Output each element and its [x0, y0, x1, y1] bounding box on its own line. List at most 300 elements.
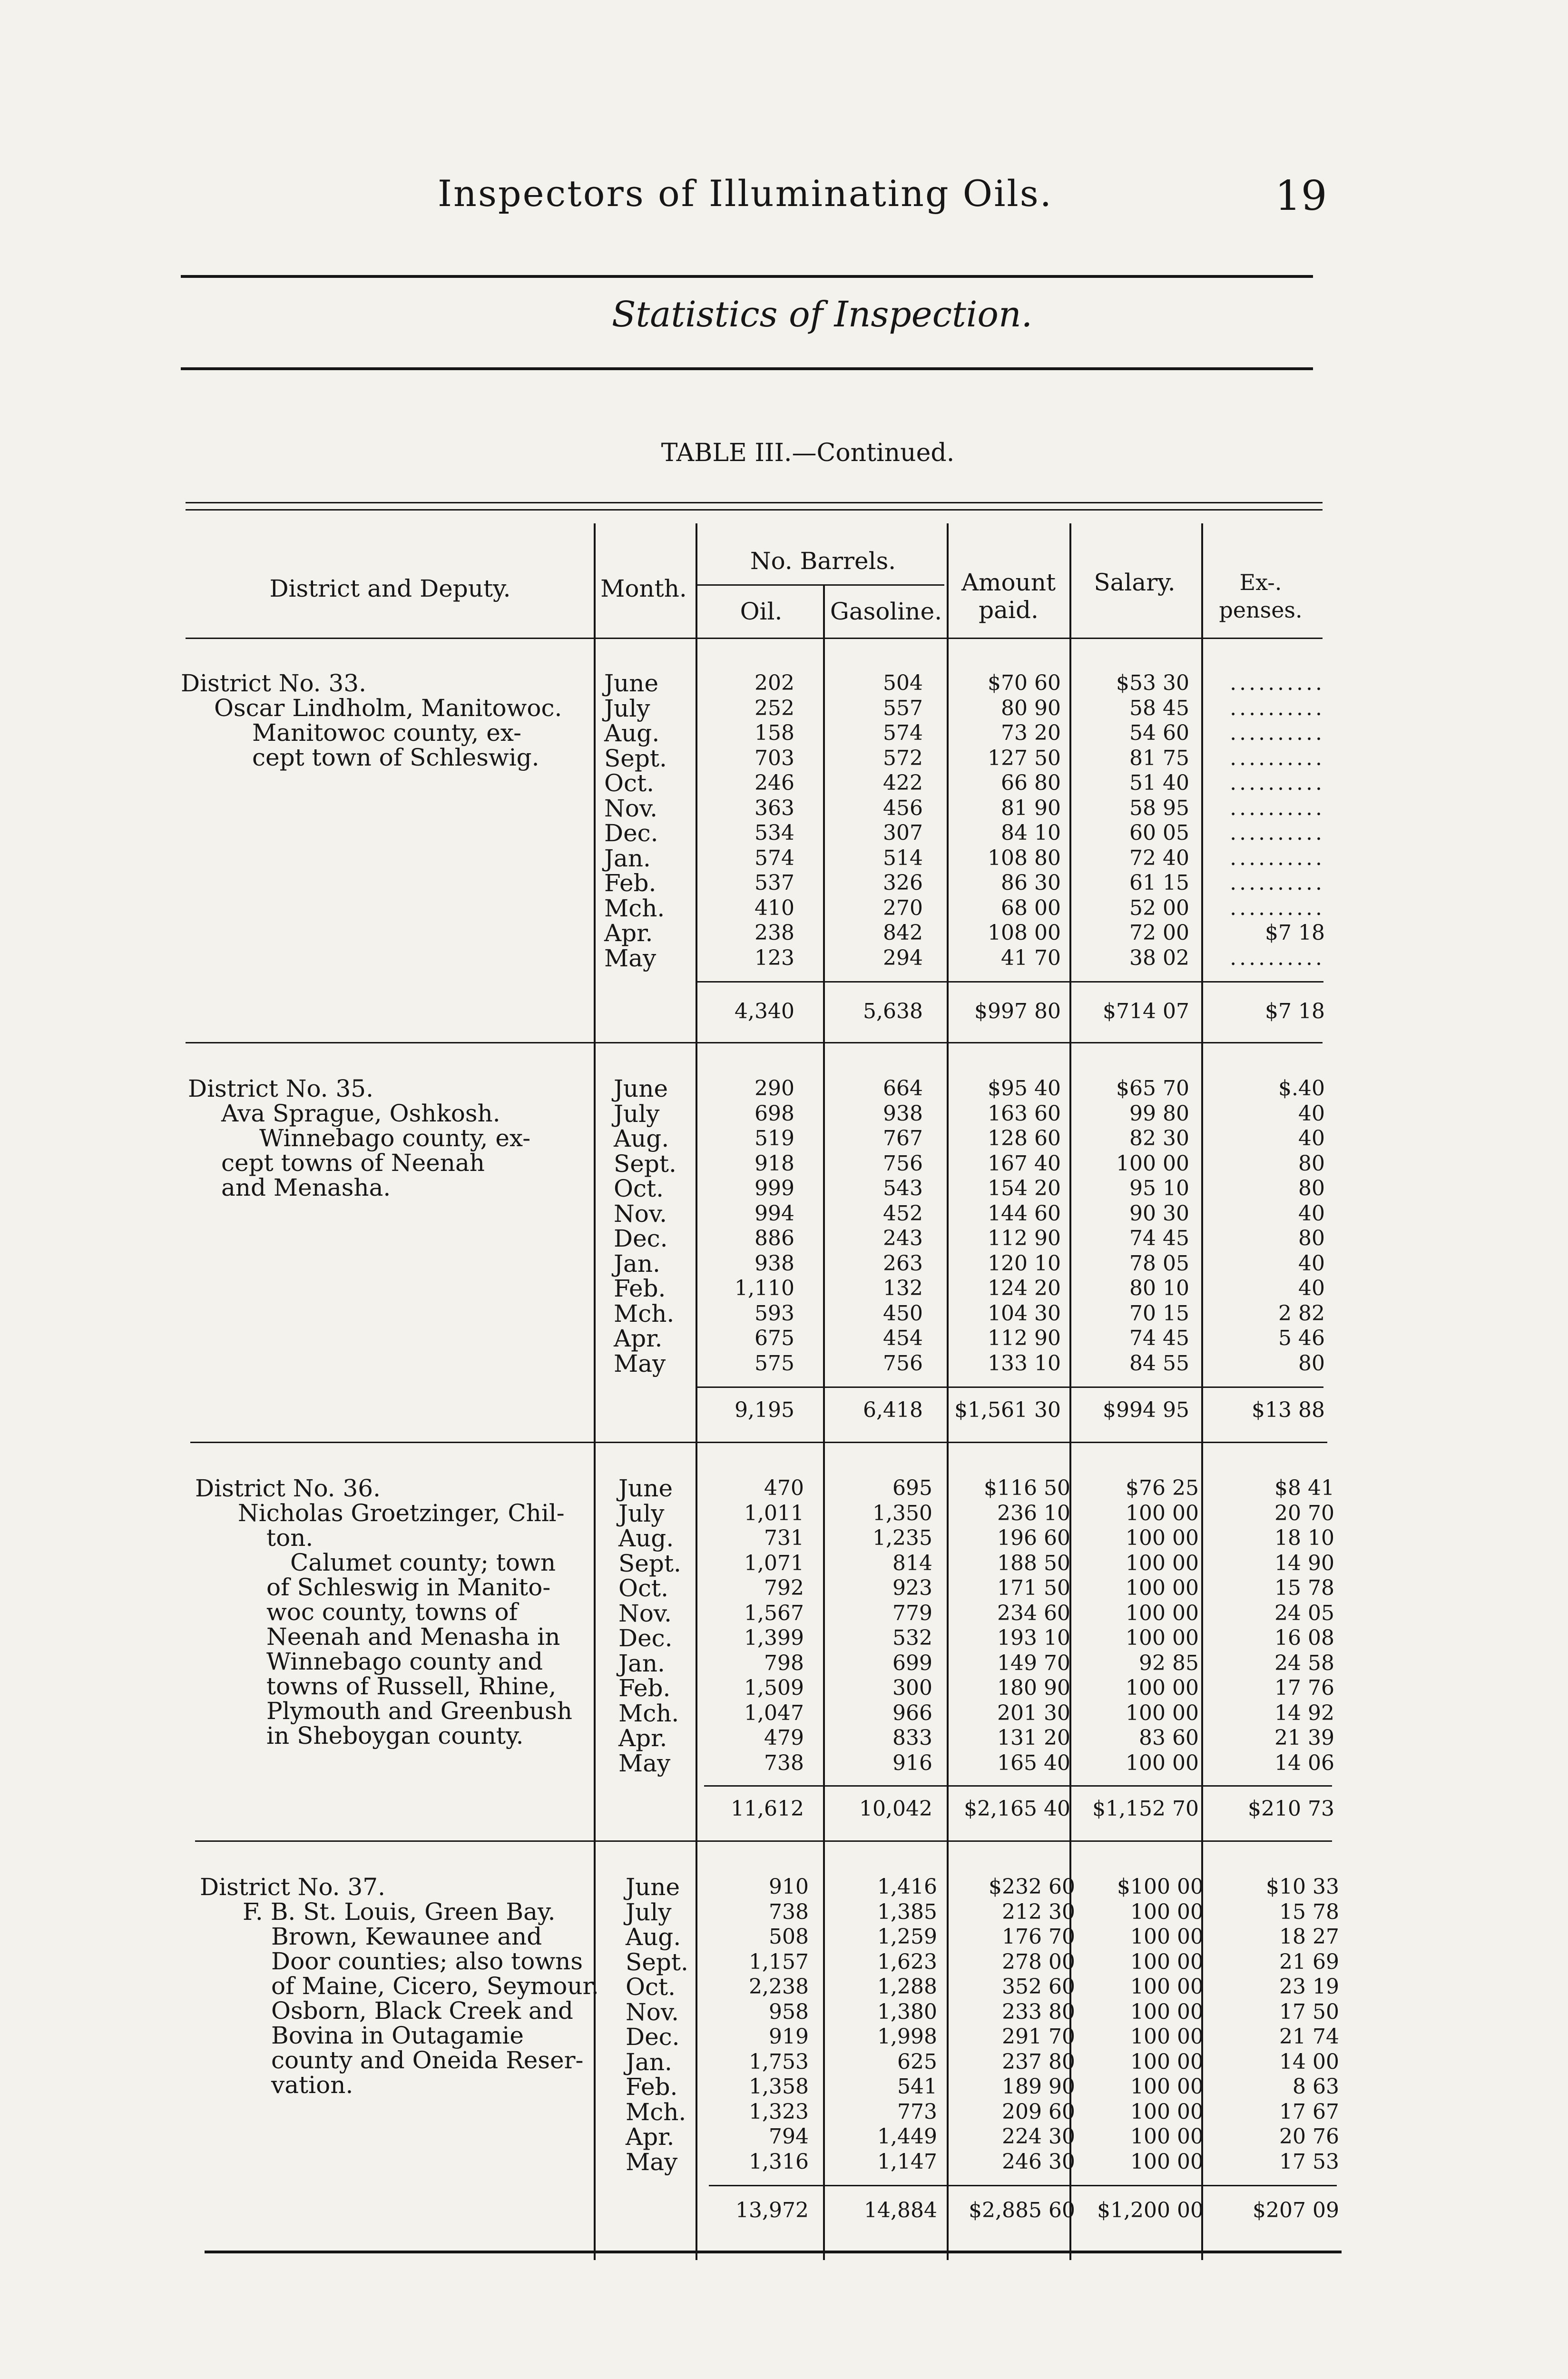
expenses-cell: 2 82 — [1278, 1301, 1325, 1326]
month-cell: Aug. — [604, 719, 660, 747]
month-cell: Apr. — [614, 1325, 663, 1352]
expenses-cell: .......... — [1230, 871, 1325, 895]
oil-cell: 1,509 — [744, 1676, 804, 1700]
salary-cell: 90 30 — [1129, 1201, 1189, 1226]
amount-cell: 133 10 — [988, 1351, 1061, 1376]
district-line: Osborn, Black Creek and — [271, 1997, 573, 2025]
gasoline-cell: 833 — [892, 1726, 932, 1750]
gasoline-cell: 294 — [883, 945, 923, 970]
amount-cell: 112 90 — [988, 1326, 1061, 1350]
gasoline-cell: 664 — [883, 1076, 923, 1101]
oil-cell: 363 — [755, 796, 794, 820]
district-33-total-salary: $714 07 — [1103, 999, 1189, 1023]
district-36-total-expenses: $210 73 — [1248, 1797, 1334, 1821]
salary-cell: 100 00 — [1126, 1701, 1199, 1725]
month-cell: Oct. — [604, 769, 654, 797]
district-line: county and Oneida Reser- — [271, 2046, 584, 2074]
amount-cell: 352 60 — [1002, 1975, 1075, 1999]
gasoline-cell: 1,998 — [877, 2025, 937, 2049]
district-37-total-oil: 13,972 — [735, 2198, 809, 2222]
expenses-cell: 17 53 — [1279, 2149, 1339, 2174]
district-33-label — [181, 671, 590, 770]
district-33-total-oil: 4,340 — [735, 999, 794, 1023]
gasoline-cell: 779 — [892, 1601, 932, 1625]
amount-cell: 278 00 — [1002, 1949, 1075, 1974]
gasoline-cell: 450 — [883, 1301, 923, 1326]
salary-cell: 58 45 — [1129, 696, 1189, 720]
district-33-total-gasoline: 5,638 — [863, 999, 923, 1023]
district-35-total-salary: $994 95 — [1103, 1398, 1189, 1422]
amount-cell: 128 60 — [988, 1126, 1061, 1150]
gasoline-cell: 307 — [883, 821, 923, 845]
oil-cell: 593 — [755, 1301, 794, 1326]
gasoline-cell: 1,288 — [877, 1975, 937, 1999]
month-cell: July — [626, 1898, 672, 1926]
district-line: F. B. St. Louis, Green Bay. — [243, 1898, 556, 1926]
month-cell: Sept. — [626, 1948, 688, 1976]
month-cell: Nov. — [618, 1599, 672, 1627]
oil-cell: 1,753 — [749, 2049, 809, 2074]
month-cell: May — [618, 1749, 671, 1777]
oil-cell: 1,323 — [749, 2099, 809, 2124]
district-37-total-amount: $2,885 60 — [969, 2198, 1075, 2222]
col-head-month: Month. — [600, 575, 687, 602]
district-line: Plymouth and Greenbush — [266, 1697, 572, 1725]
gasoline-cell: 454 — [883, 1326, 923, 1350]
amount-cell: 188 50 — [997, 1551, 1070, 1575]
oil-cell: 1,157 — [749, 1949, 809, 1974]
amount-cell: 171 50 — [997, 1576, 1070, 1600]
month-cell: June — [604, 669, 659, 697]
amount-cell: 86 30 — [1001, 871, 1061, 895]
expenses-cell: 40 — [1298, 1251, 1325, 1276]
district-line: Winnebago county and — [266, 1648, 543, 1675]
oil-cell: 794 — [769, 2124, 809, 2149]
amount-cell: 41 70 — [1001, 945, 1061, 970]
month-cell: Oct. — [618, 1574, 668, 1602]
month-cell: Dec. — [614, 1225, 668, 1252]
amount-cell: 163 60 — [988, 1101, 1061, 1126]
expenses-cell: .......... — [1230, 721, 1325, 745]
district-37-amount — [966, 1875, 1075, 2174]
expenses-cell: 20 76 — [1279, 2124, 1339, 2149]
gasoline-cell: 541 — [897, 2074, 937, 2099]
district-36-total-amount: $2,165 40 — [964, 1797, 1070, 1821]
oil-cell: 252 — [755, 696, 794, 720]
month-cell: July — [604, 694, 650, 722]
oil-cell: 202 — [755, 671, 794, 695]
oil-cell: 698 — [755, 1101, 794, 1126]
salary-cell: 100 00 — [1130, 1925, 1204, 1949]
district-line: in Sheboygan county. — [266, 1722, 524, 1750]
salary-cell: 82 30 — [1129, 1126, 1189, 1150]
expenses-cell: 80 — [1298, 1176, 1325, 1200]
gasoline-cell: 572 — [883, 746, 923, 770]
district-36-gasoline — [837, 1476, 932, 1776]
month-cell: Jan. — [614, 1249, 660, 1278]
district-35-total-rule — [696, 1386, 1323, 1388]
salary-cell: $100 00 — [1117, 1875, 1204, 1899]
amount-cell: 108 80 — [988, 845, 1061, 870]
salary-cell: $76 25 — [1126, 1476, 1199, 1500]
gasoline-cell: 452 — [883, 1201, 923, 1226]
month-cell: Aug. — [626, 1923, 681, 1951]
salary-cell: 72 40 — [1129, 845, 1189, 870]
month-cell: Sept. — [618, 1549, 681, 1577]
month-cell: Feb. — [614, 1275, 666, 1302]
gasoline-cell: 1,385 — [877, 1899, 937, 1924]
expenses-cell: .......... — [1230, 845, 1325, 870]
district-36-expenses — [1215, 1476, 1334, 1776]
district-37-oil — [714, 1875, 809, 2174]
month-cell: Mch. — [618, 1699, 679, 1727]
amount-cell: 236 10 — [997, 1501, 1070, 1525]
salary-cell: 100 00 — [1130, 2025, 1204, 2049]
expenses-cell: .......... — [1230, 746, 1325, 770]
gasoline-cell: 1,380 — [877, 1999, 937, 2024]
salary-cell: 52 00 — [1129, 895, 1189, 920]
salary-cell: 61 15 — [1129, 871, 1189, 895]
expenses-cell: 24 58 — [1274, 1651, 1334, 1675]
amount-cell: 104 30 — [988, 1301, 1061, 1326]
table-bottom-rule — [205, 2251, 1342, 2253]
district-35-total-amount: $1,561 30 — [954, 1398, 1061, 1422]
district-35-salary — [1075, 1076, 1189, 1376]
gasoline-cell: 326 — [883, 871, 923, 895]
month-cell: Mch. — [604, 894, 665, 922]
table-title: TABLE III.—Continued. — [661, 439, 955, 467]
salary-cell: 80 10 — [1129, 1276, 1189, 1300]
district-title: District No. 33. — [181, 669, 366, 697]
oil-cell: 1,110 — [735, 1276, 794, 1300]
oil-cell: 158 — [755, 721, 794, 745]
expenses-cell: .......... — [1230, 771, 1325, 795]
amount-cell: 127 50 — [988, 746, 1061, 770]
amount-cell: 66 80 — [1001, 771, 1061, 795]
month-cell: Nov. — [626, 1998, 679, 2026]
salary-cell: 95 10 — [1129, 1176, 1189, 1200]
gasoline-cell: 695 — [892, 1476, 932, 1500]
district-37-total-rule — [709, 2185, 1337, 2186]
oil-cell: 575 — [755, 1351, 794, 1376]
district-36-total-rule — [704, 1785, 1332, 1787]
table-top-rule-2 — [186, 509, 1323, 511]
expenses-cell: 21 69 — [1279, 1949, 1339, 1974]
district-33-expenses — [1206, 671, 1325, 971]
month-cell: Sept. — [604, 744, 667, 772]
salary-cell: 74 45 — [1129, 1326, 1189, 1350]
gasoline-cell: 699 — [892, 1651, 932, 1675]
salary-cell: 81 75 — [1129, 746, 1189, 770]
col-head-barrels: No. Barrels. — [750, 547, 896, 575]
month-cell: Jan. — [626, 2048, 672, 2076]
oil-cell: 999 — [755, 1176, 794, 1200]
amount-cell: 291 70 — [1002, 2025, 1075, 2049]
salary-cell: 100 00 — [1126, 1501, 1199, 1525]
oil-cell: 675 — [755, 1326, 794, 1350]
amount-cell: 154 20 — [988, 1176, 1061, 1200]
table-top-rule — [186, 502, 1323, 503]
salary-cell: 100 00 — [1130, 1975, 1204, 1999]
salary-cell: 92 85 — [1139, 1651, 1199, 1675]
district-37-label — [200, 1875, 609, 2097]
district-33-gasoline — [828, 671, 923, 971]
salary-cell: 51 40 — [1129, 771, 1189, 795]
month-cell: Oct. — [626, 1973, 676, 2001]
month-cell: Feb. — [618, 1674, 671, 1702]
header-rule-top — [181, 275, 1313, 278]
oil-cell: 1,071 — [744, 1551, 804, 1575]
salary-cell: 60 05 — [1129, 821, 1189, 845]
amount-cell: 201 30 — [997, 1701, 1070, 1725]
oil-cell: 919 — [769, 2025, 809, 2049]
district-35-divider — [190, 1442, 1327, 1443]
expenses-cell: 15 78 — [1274, 1576, 1334, 1600]
amount-cell: $95 40 — [988, 1076, 1061, 1101]
district-35-label — [188, 1076, 592, 1200]
amount-cell: 149 70 — [997, 1651, 1070, 1675]
oil-cell: 470 — [764, 1476, 804, 1500]
salary-cell: 100 00 — [1126, 1676, 1199, 1700]
expenses-cell: 40 — [1298, 1201, 1325, 1226]
oil-cell: 1,047 — [744, 1701, 804, 1725]
district-line: Winnebago county, ex- — [259, 1124, 531, 1152]
salary-cell: 74 45 — [1129, 1226, 1189, 1250]
oil-cell: 1,399 — [744, 1626, 804, 1650]
oil-cell: 1,011 — [744, 1501, 804, 1525]
amount-cell: 234 60 — [997, 1601, 1070, 1625]
oil-cell: 574 — [755, 845, 794, 870]
sep-month-oil — [696, 523, 697, 2260]
gasoline-cell: 300 — [892, 1676, 932, 1700]
amount-cell: 224 30 — [1002, 2124, 1075, 2149]
salary-cell: 58 95 — [1129, 796, 1189, 820]
oil-cell: 290 — [755, 1076, 794, 1101]
amount-cell: 144 60 — [988, 1201, 1061, 1226]
oil-cell: 798 — [764, 1651, 804, 1675]
gasoline-cell: 756 — [883, 1151, 923, 1176]
amount-cell: $70 60 — [988, 671, 1061, 695]
month-cell: Jan. — [604, 844, 651, 872]
salary-cell: $65 70 — [1116, 1076, 1189, 1101]
expenses-cell: 80 — [1298, 1151, 1325, 1176]
expenses-cell: 17 67 — [1279, 2099, 1339, 2124]
gasoline-cell: 1,623 — [877, 1949, 937, 1974]
district-37-expenses — [1220, 1875, 1339, 2174]
month-cell: Dec. — [626, 2023, 680, 2051]
gasoline-cell: 966 — [892, 1701, 932, 1725]
expenses-cell: .......... — [1230, 945, 1325, 970]
salary-cell: 100 00 — [1126, 1601, 1199, 1625]
col-head-amount: Amount paid. — [961, 569, 1056, 624]
oil-cell: 1,316 — [749, 2149, 809, 2174]
district-33-oil — [699, 671, 794, 971]
district-line: Bovina in Outagamie — [271, 2022, 524, 2049]
month-cell: Feb. — [604, 869, 657, 897]
district-36-amount — [961, 1476, 1070, 1776]
oil-cell: 123 — [755, 945, 794, 970]
oil-cell: 738 — [764, 1750, 804, 1775]
section-subtitle: Statistics of Inspection. — [611, 294, 1033, 335]
district-line: Manitowoc county, ex- — [252, 719, 521, 747]
expenses-cell: 18 27 — [1279, 1925, 1339, 1949]
amount-cell: 193 10 — [997, 1626, 1070, 1650]
oil-cell: 792 — [764, 1576, 804, 1600]
district-36-total-gasoline: 10,042 — [859, 1797, 932, 1821]
district-36-months — [618, 1476, 681, 1776]
district-33-total-amount: $997 80 — [974, 999, 1061, 1023]
gasoline-cell: 1,416 — [877, 1875, 937, 1899]
district-line: cept town of Schleswig. — [252, 744, 539, 771]
month-cell: Sept. — [614, 1150, 676, 1178]
oil-cell: 537 — [755, 871, 794, 895]
gasoline-cell: 263 — [883, 1251, 923, 1276]
month-cell: Apr. — [604, 919, 653, 947]
gasoline-cell: 1,350 — [872, 1501, 932, 1525]
district-line: ton. — [266, 1524, 314, 1552]
salary-cell: 100 00 — [1126, 1526, 1199, 1550]
salary-cell: 100 00 — [1116, 1151, 1189, 1176]
district-37-salary — [1089, 1875, 1204, 2174]
running-head: Inspectors of Illuminating Oils. — [438, 172, 1053, 215]
gasoline-cell: 1,147 — [877, 2149, 937, 2174]
amount-cell: 209 60 — [1002, 2099, 1075, 2124]
district-33-total-expenses: $7 18 — [1265, 999, 1325, 1023]
oil-cell: 958 — [769, 1999, 809, 2024]
expenses-cell: 21 74 — [1279, 2025, 1339, 2049]
district-33-months — [604, 671, 667, 971]
salary-cell: 100 00 — [1130, 1949, 1204, 1974]
amount-cell: 112 90 — [988, 1226, 1061, 1250]
salary-cell: 100 00 — [1126, 1750, 1199, 1775]
district-35-months — [614, 1076, 676, 1376]
month-cell: Dec. — [618, 1624, 673, 1652]
expenses-cell: 80 — [1298, 1351, 1325, 1376]
district-35-total-expenses: $13 88 — [1252, 1398, 1325, 1422]
district-36-total-salary: $1,152 70 — [1092, 1797, 1199, 1821]
month-cell: Aug. — [618, 1524, 674, 1552]
month-cell: June — [626, 1873, 680, 1901]
salary-cell: 99 80 — [1129, 1101, 1189, 1126]
month-cell: Oct. — [614, 1175, 664, 1202]
expenses-cell: 14 00 — [1279, 2049, 1339, 2074]
gasoline-cell: 132 — [883, 1276, 923, 1300]
gasoline-cell: 243 — [883, 1226, 923, 1250]
month-cell: Aug. — [614, 1125, 669, 1152]
salary-cell: 100 00 — [1130, 2049, 1204, 2074]
oil-cell: 994 — [755, 1201, 794, 1226]
salary-cell: 100 00 — [1130, 1999, 1204, 2024]
district-33-amount — [951, 671, 1061, 971]
salary-cell: 100 00 — [1126, 1551, 1199, 1575]
salary-cell: $53 30 — [1116, 671, 1189, 695]
amount-cell: 73 20 — [1001, 721, 1061, 745]
oil-cell: 1,567 — [744, 1601, 804, 1625]
oil-cell: 886 — [755, 1226, 794, 1250]
month-cell: Nov. — [604, 794, 658, 822]
page-number: 19 — [1275, 172, 1327, 220]
oil-cell: 479 — [764, 1726, 804, 1750]
salary-cell: 72 00 — [1129, 921, 1189, 945]
salary-cell: 84 55 — [1129, 1351, 1189, 1376]
oil-cell: 410 — [755, 895, 794, 920]
month-cell: June — [614, 1075, 668, 1102]
oil-cell: 534 — [755, 821, 794, 845]
amount-cell: 124 20 — [988, 1276, 1061, 1300]
district-title: District No. 36. — [195, 1475, 381, 1502]
district-line: Door counties; also towns — [271, 1947, 583, 1975]
salary-cell: 78 05 — [1129, 1251, 1189, 1276]
district-line: Calumet county; town — [290, 1549, 556, 1576]
col-head-salary: Salary. — [1094, 569, 1176, 596]
district-line: vation. — [271, 2071, 353, 2099]
header-bottom-rule — [186, 638, 1323, 639]
salary-cell: 100 00 — [1126, 1626, 1199, 1650]
district-37-gasoline — [842, 1875, 937, 2174]
amount-cell: $232 60 — [989, 1875, 1075, 1899]
month-cell: Jan. — [618, 1649, 665, 1677]
oil-cell: 246 — [755, 771, 794, 795]
district-title: District No. 35. — [188, 1075, 373, 1102]
gasoline-cell: 756 — [883, 1351, 923, 1376]
district-35-gasoline — [828, 1076, 923, 1376]
expenses-cell: 40 — [1298, 1276, 1325, 1300]
district-37-total-gasoline: 14,884 — [864, 2198, 937, 2222]
district-line: Nicholas Groetzinger, Chil- — [238, 1499, 565, 1527]
amount-cell: 68 00 — [1001, 895, 1061, 920]
gasoline-cell: 1,235 — [872, 1526, 932, 1550]
salary-cell: 100 00 — [1130, 2099, 1204, 2124]
col-head-oil: Oil. — [740, 598, 783, 625]
salary-cell: 100 00 — [1130, 1899, 1204, 1924]
amount-cell: 233 80 — [1002, 1999, 1075, 2024]
expenses-cell: .......... — [1230, 696, 1325, 720]
sep-gasoline-amount — [947, 523, 949, 2260]
district-36-divider — [195, 1840, 1332, 1842]
expenses-cell: 5 46 — [1278, 1326, 1325, 1350]
oil-cell: 910 — [769, 1875, 809, 1899]
district-title: District No. 37. — [200, 1873, 385, 1901]
expenses-cell: 17 50 — [1279, 1999, 1339, 2024]
district-37-total-expenses: $207 09 — [1253, 2198, 1339, 2222]
district-37-total-salary: $1,200 00 — [1097, 2198, 1204, 2222]
district-33-salary — [1075, 671, 1189, 971]
gasoline-cell: 514 — [883, 845, 923, 870]
district-line: woc county, towns of — [266, 1598, 518, 1626]
month-cell: July — [614, 1100, 660, 1128]
expenses-cell: 23 19 — [1279, 1975, 1339, 1999]
salary-cell: 54 60 — [1129, 721, 1189, 745]
oil-cell: 938 — [755, 1251, 794, 1276]
gasoline-cell: 916 — [892, 1750, 932, 1775]
amount-cell: $116 50 — [984, 1476, 1070, 1500]
gasoline-cell: 270 — [883, 895, 923, 920]
salary-cell: 100 00 — [1126, 1576, 1199, 1600]
district-33-total-rule — [696, 981, 1323, 983]
district-35-total-oil: 9,195 — [735, 1398, 794, 1422]
amount-cell: 108 00 — [988, 921, 1061, 945]
expenses-cell: 14 90 — [1274, 1551, 1334, 1575]
expenses-cell: $7 18 — [1265, 921, 1325, 945]
district-line: Ava Sprague, Oshkosh. — [221, 1100, 500, 1127]
gasoline-cell: 504 — [883, 671, 923, 695]
district-35-oil — [699, 1076, 794, 1376]
district-36-oil — [709, 1476, 804, 1776]
month-cell: Feb. — [626, 2073, 678, 2101]
amount-cell: 80 90 — [1001, 696, 1061, 720]
salary-cell: 100 00 — [1130, 2074, 1204, 2099]
expenses-cell: .......... — [1230, 821, 1325, 845]
